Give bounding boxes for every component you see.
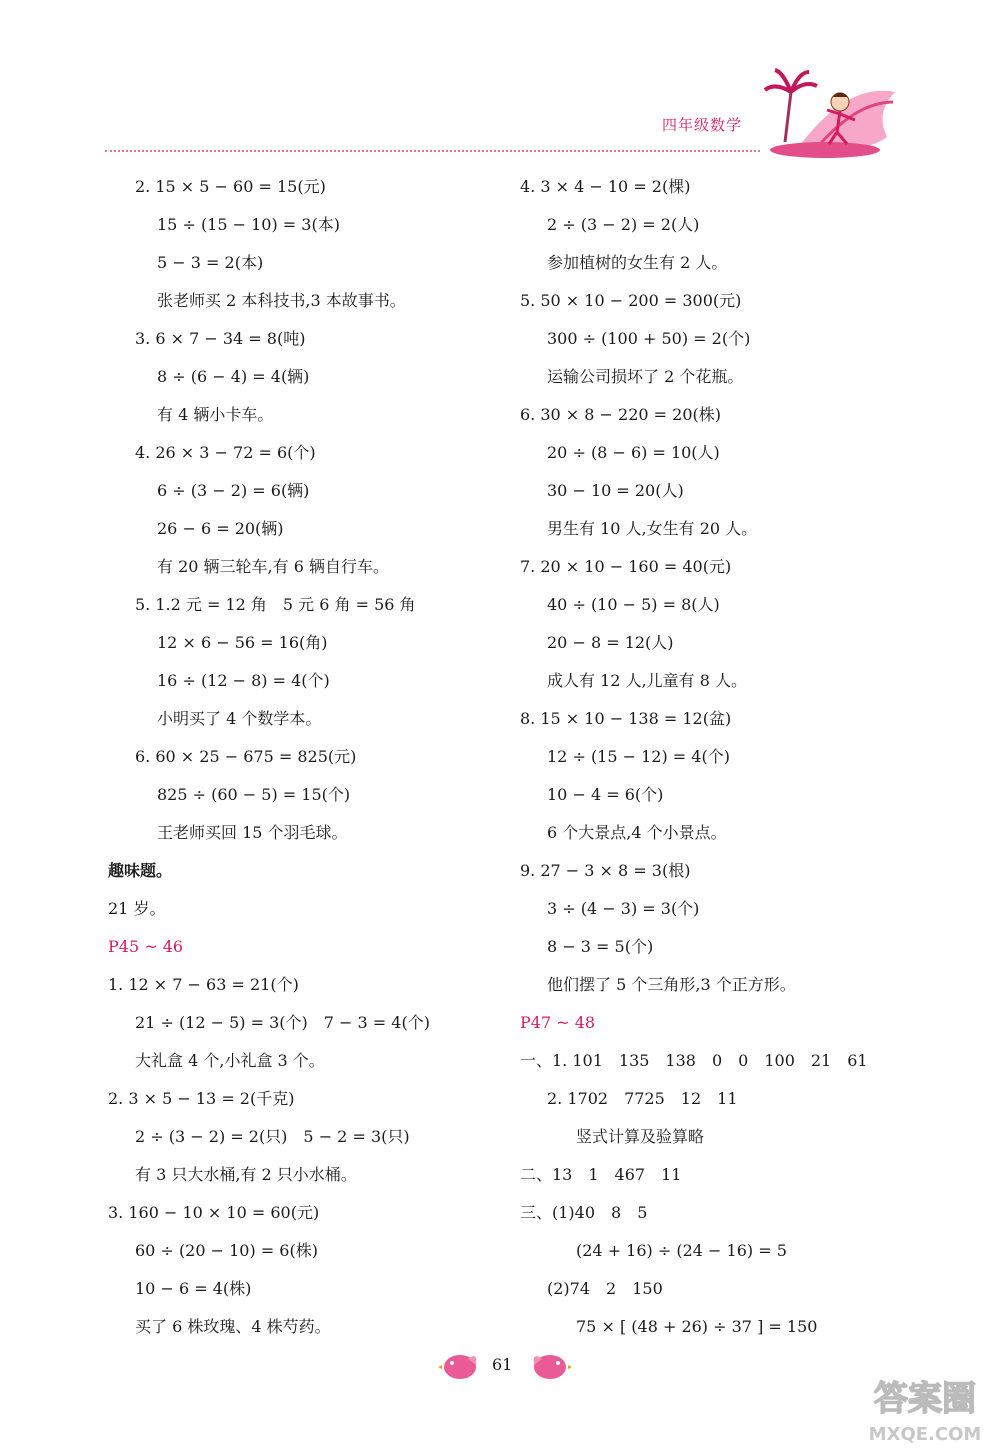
answer-line: 825 ÷ (60 − 5) = 15(个)	[157, 785, 351, 804]
answer-line: 有 4 辆小卡车。	[157, 405, 274, 424]
answer-line: 二、13 1 467 11	[520, 1165, 682, 1184]
answer-line: (24 + 16) ÷ (24 − 16) = 5	[576, 1241, 787, 1260]
page-number: 61	[492, 1355, 513, 1374]
answer-line: 9. 27 − 3 × 8 = 3(根)	[520, 861, 691, 880]
answer-line: 8. 15 × 10 − 138 = 12(盆)	[520, 709, 732, 728]
answer-line: 有 3 只大水桶,有 2 只小水桶。	[135, 1165, 357, 1184]
answer-line: 3. 6 × 7 − 34 = 8(吨)	[135, 329, 306, 348]
answer-line: 运输公司损坏了 2 个花瓶。	[547, 367, 744, 386]
answer-line: 21 岁。	[108, 899, 166, 918]
answer-line: 12 × 6 − 56 = 16(角)	[157, 633, 328, 652]
answer-line: 他们摆了 5 个三角形,3 个正方形。	[547, 975, 796, 994]
answer-line: 3 ÷ (4 − 3) = 3(个)	[547, 899, 700, 918]
right-column	[520, 168, 920, 1346]
answer-line: 21 ÷ (12 − 5) = 3(个) 7 − 3 = 4(个)	[135, 1013, 430, 1032]
answer-line: (2)74 2 150	[547, 1279, 663, 1298]
answer-line: 5. 1.2 元 = 12 角 5 元 6 角 = 56 角	[135, 595, 416, 614]
answer-line: 一、1. 101 135 138 0 0 100 21 61	[520, 1051, 868, 1070]
svg-text:答案圈: 答案圈	[874, 1379, 976, 1419]
answer-line: 4. 3 × 4 − 10 = 2(棵)	[520, 177, 691, 196]
answer-line: 5. 50 × 10 − 200 = 300(元)	[520, 291, 742, 310]
answer-line: 12 ÷ (15 − 12) = 4(个)	[547, 747, 730, 766]
answer-line: 有 20 辆三轮车,有 6 辆自行车。	[157, 557, 389, 576]
answer-line: 王老师买回 15 个羽毛球。	[157, 823, 348, 842]
answer-line: 15 ÷ (15 − 10) = 3(本)	[157, 215, 340, 234]
answer-line: 小明买了 4 个数学本。	[157, 709, 322, 728]
answer-line: 竖式计算及验算略	[576, 1127, 705, 1146]
surfer-illustration-icon	[755, 62, 900, 160]
answer-line: 75 × [ (48 + 26) ÷ 37 ] = 150	[576, 1317, 818, 1336]
answer-line: 8 − 3 = 5(个)	[547, 937, 654, 956]
answer-line: 买了 6 株玫瑰、4 株芍药。	[135, 1317, 331, 1336]
answer-line: 2. 1702 7725 12 11	[547, 1089, 738, 1108]
answer-line: P45 ~ 46	[108, 937, 184, 956]
answer-line: 6 ÷ (3 − 2) = 6(辆)	[157, 481, 310, 500]
answer-line: 6. 60 × 25 − 675 = 825(元)	[135, 747, 357, 766]
left-column	[108, 168, 498, 1346]
answer-line: P47 ~ 48	[520, 1013, 596, 1032]
answer-line: 大礼盒 4 个,小礼盒 3 个。	[135, 1051, 325, 1070]
answer-line: 2. 3 × 5 − 13 = 2(千克)	[108, 1089, 295, 1108]
answer-line: 60 ÷ (20 − 10) = 6(株)	[135, 1241, 318, 1260]
answer-line: 26 − 6 = 20(辆)	[157, 519, 284, 538]
watermark-logo	[855, 1368, 995, 1448]
answer-line: 300 ÷ (100 + 50) = 2(个)	[547, 329, 751, 348]
answer-line: 16 ÷ (12 − 8) = 4(个)	[157, 671, 330, 690]
answer-line: 40 ÷ (10 − 5) = 8(人)	[547, 595, 720, 614]
answer-line: 三、(1)40 8 5	[520, 1203, 648, 1222]
answer-line: 5 − 3 = 2(本)	[157, 253, 264, 272]
answer-line: 男生有 10 人,女生有 20 人。	[547, 519, 758, 538]
answer-line: 6. 30 × 8 − 220 = 20(株)	[520, 405, 722, 424]
answer-line: 20 − 8 = 12(人)	[547, 633, 674, 652]
answer-line: 7. 20 × 10 − 160 = 40(元)	[520, 557, 732, 576]
answer-line: 4. 26 × 3 − 72 = 6(个)	[135, 443, 316, 462]
answer-line: 2 ÷ (3 − 2) = 2(人)	[547, 215, 700, 234]
answer-line: 6 个大景点,4 个小景点。	[547, 823, 727, 842]
header-title: 四年级数学	[662, 116, 743, 134]
svg-text:MXQE.COM: MXQE.COM	[868, 1424, 982, 1445]
answer-line: 2. 15 × 5 − 60 = 15(元)	[135, 177, 326, 196]
answer-line: 1. 12 × 7 − 63 = 21(个)	[108, 975, 299, 994]
answer-line: 2 ÷ (3 − 2) = 2(只) 5 − 2 = 3(只)	[135, 1127, 410, 1146]
answer-line: 30 − 10 = 20(人)	[547, 481, 684, 500]
answer-line: 3. 160 − 10 × 10 = 60(元)	[108, 1203, 320, 1222]
answer-line: 趣味题。	[108, 861, 173, 880]
answer-line: 张老师买 2 本科技书,3 本故事书。	[157, 291, 406, 310]
answer-line: 20 ÷ (8 − 6) = 10(人)	[547, 443, 720, 462]
answer-line: 10 − 6 = 4(株)	[135, 1279, 252, 1298]
answer-line: 成人有 12 人,儿童有 8 人。	[547, 671, 747, 690]
answer-line: 参加植树的女生有 2 人。	[547, 253, 728, 272]
answer-line: 8 ÷ (6 − 4) = 4(辆)	[157, 367, 310, 386]
header-divider	[105, 150, 760, 152]
answer-line: 10 − 4 = 6(个)	[547, 785, 664, 804]
